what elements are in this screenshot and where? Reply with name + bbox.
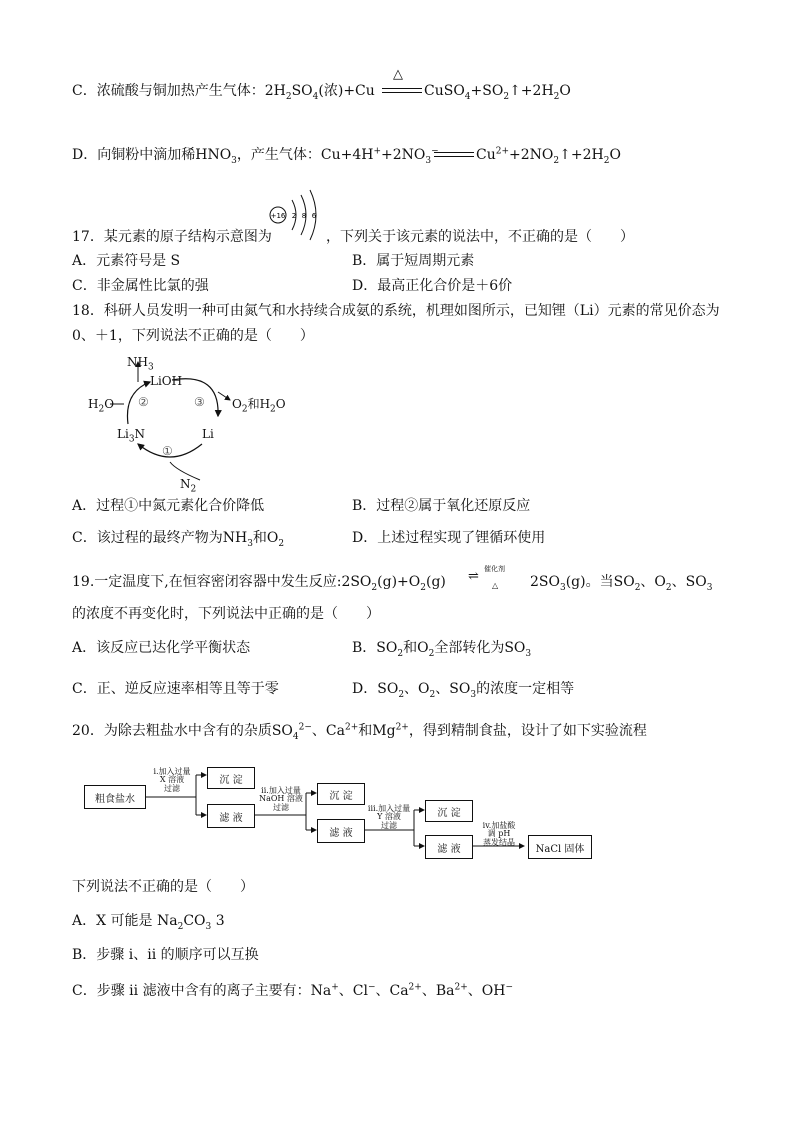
option-18b: B．过程②属于氧化还原反应 (352, 498, 531, 514)
step-2-label: ② (138, 395, 149, 409)
option-20a: A．X 可能是 $Na_2CO_3$ 3 (72, 913, 225, 932)
question-18-line1: 18．科研人员发明一种可由氮气和水持续合成氨的系统，机理如图所示，已知锂（Li）元素的常见价态为 (72, 303, 720, 319)
option-19d: D．$SO_2$、$O_2$、$SO_3$的浓度一定相等 (352, 681, 575, 700)
precipitate-box-2: 沉 淀 (317, 783, 365, 805)
lioh-label: LiOH (150, 374, 183, 388)
equation-16d-products: $Cu^{2+}+2NO_2↑+2H_2O$ (476, 146, 621, 166)
equals-line (382, 88, 422, 93)
li3n-label: $Li_3N$ (117, 427, 146, 445)
precipitate-box-3: 沉 淀 (425, 800, 473, 822)
lithium-cycle-diagram (80, 352, 300, 495)
equals-line (434, 152, 474, 157)
heat-label: △ (492, 581, 499, 590)
flow-step2-label: ii.加入过量 NaOH 溶液 过滤 (259, 786, 303, 812)
question-19-stem: 19.一定温度下,在恒容密闭容器中发生反应$:2SO_2(g)+O_2(g)$ (72, 574, 446, 593)
question-20-prompt: 下列说法不正确的是（ ） (72, 879, 254, 895)
filtrate-box-2: 滤 液 (317, 819, 365, 843)
question-18-line2: 0、＋1，下列说法不正确的是（ ） (72, 328, 314, 344)
filtrate-box-1: 滤 液 (207, 804, 255, 828)
flow-start-box: 粗食盐水 (84, 785, 146, 809)
option-16d: D．向铜粉中滴加稀$HNO_3$，产生气体：$Cu+4H^++2NO_3^-$ (72, 146, 439, 166)
option-16c: C．浓硫酸与铜加热产生气体：$2H_2SO_4$(浓)+Cu (72, 83, 375, 102)
question-17-stem-tail: ，下列关于该元素的说法中，不正确的是（ ） (326, 229, 634, 245)
option-17c: C．非金属性比氯的强 (72, 278, 209, 294)
question-20-stem: 20．为除去粗盐水中含有的杂质$SO_4^{2-}$、$Ca^{2+}$和$Mg^{2+}$，得到精制食盐，设计了如下实验流程 (72, 722, 647, 742)
option-18c: C．该过程的最终产物为$NH_3$和$O_2$ (72, 530, 285, 549)
option-17a: A．元素符号是 S (72, 253, 181, 269)
option-19c: C．正、逆反应速率相等且等于零 (72, 681, 279, 697)
flow-step1-label: i.加入过量 X 溶液 过滤 (153, 767, 191, 793)
question-19-line2: 的浓度不再变化时，下列说法中正确的是（ ） (72, 606, 380, 622)
o2-h2o-label: $O_2$和$H_2O$ (232, 397, 286, 415)
h2o-label: $H_2O$ (88, 397, 115, 415)
n2-label: $N_2$ (180, 477, 197, 495)
precipitate-box-1: 沉 淀 (207, 767, 255, 789)
nh3-label: $NH_3$ (127, 355, 154, 373)
step-3-label: ③ (194, 395, 205, 409)
flow-end-box: NaCl 固体 (528, 835, 592, 859)
option-19b: B．$SO_2$和$O_2$全部转化为$SO_3$ (352, 640, 532, 659)
svg-text:+16: +16 (270, 212, 286, 220)
option-17b: B．属于短周期元素 (352, 253, 475, 269)
svg-text:6: 6 (311, 212, 317, 220)
heat-arrow: △ (393, 67, 403, 82)
question-17-stem: 17．某元素的原子结构示意图为 (72, 229, 272, 245)
svg-text:2: 2 (291, 212, 297, 220)
step-1-label: ① (162, 444, 173, 458)
catalyst-label: 催化剂 (484, 565, 505, 573)
question-19-stem-tail: $2SO_3(g)$。当$SO_2$、$O_2$、$SO_3$ (530, 574, 713, 593)
equation-16c: $2H_2SO_4$(浓)+Cu (264, 83, 375, 102)
filtrate-box-3: 滤 液 (425, 835, 473, 859)
flow-step3-label: iii.加入过量 Y 溶液 过滤 (367, 804, 411, 830)
option-18a: A．过程①中氮元素化合价降低 (72, 498, 265, 514)
flow-step4-label: iv.加盐酸 调 pH 蒸发结晶 (482, 821, 516, 847)
equilibrium-arrow: ⇌ (468, 569, 479, 584)
option-20c: C．步骤 ii 滤液中含有的离子主要有：Na+、Cl−、$Ca^{2+}$、$Ba^{2+}$、OH− (72, 982, 513, 999)
option-19a: A．该反应已达化学平衡状态 (72, 640, 251, 656)
atom-structure-diagram (268, 188, 328, 244)
equation-16c-products: $CuSO_4+SO_2↑+2H_2O$ (424, 83, 571, 102)
option-17d: D．最高正化合价是＋6价 (352, 278, 513, 294)
option-20b: B．步骤 i、ii 的顺序可以互换 (72, 947, 259, 963)
li-label: Li (202, 427, 214, 441)
option-18d: D．上述过程实现了锂循环使用 (352, 530, 546, 546)
svg-text:8: 8 (301, 212, 307, 220)
